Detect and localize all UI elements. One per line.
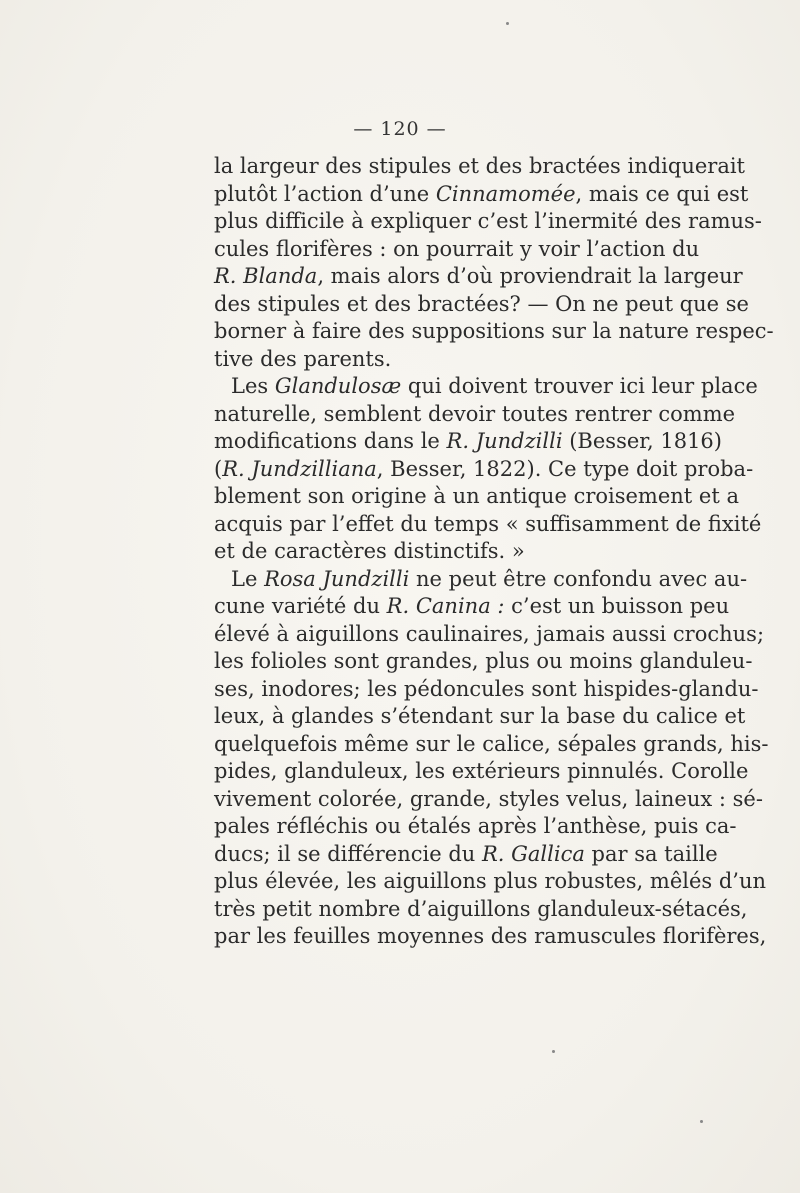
text-segment: vivement colorée, grande, styles velus, laineux : sé- <box>214 786 763 811</box>
text-segment: modifications dans le <box>214 429 447 453</box>
text-line <box>214 317 774 345</box>
ink-speck <box>506 22 509 25</box>
text-segment: ducs; il se différencie du <box>214 841 482 866</box>
text-segment: les folioles sont grandes, plus ou moins glanduleu- <box>214 649 753 673</box>
text-segment: leux, à glandes s’étendant sur la base du calice et <box>214 704 746 728</box>
text-segment: naturelle, semblent devoir toutes rentrer comme <box>214 401 736 426</box>
text-segment: et de caractères distinctifs. » <box>214 539 525 563</box>
italic-term: Glandulosæ <box>274 374 402 398</box>
italic-term: R. Jundzilli <box>446 429 563 453</box>
text-line <box>214 290 749 318</box>
text-line <box>214 757 749 785</box>
text-line <box>214 180 749 208</box>
text-line <box>214 235 700 263</box>
text-segment: blement son origine à un antique croisement et a <box>214 484 739 508</box>
text-line <box>214 427 722 455</box>
text-segment: plus élevée, les aiguillons plus robustes, mêlés d’un <box>214 869 767 893</box>
text-segment: ses, inodores; les pédoncules sont hispides-glandu- <box>214 676 759 701</box>
text-segment: élevé à aiguillons caulinaires, jamais aussi crochus; <box>214 621 765 646</box>
text-line <box>214 537 682 565</box>
text-segment: acquis par l’effet du temps « suffisamment de fixité <box>214 511 762 536</box>
text-line <box>214 840 718 868</box>
text-segment: c’est un buisson peu <box>504 594 730 618</box>
text-segment: , mais ce qui est <box>575 181 749 206</box>
italic-term: R. Jundzilliana <box>222 456 377 481</box>
text-segment: quelquefois même sur le calice, sépales grands, his- <box>214 731 769 756</box>
text-segment: pales réfléchis ou étalés après l’anthèse, puis ca- <box>214 814 737 838</box>
text-segment: , Besser, 1822). Ce type doit proba- <box>376 456 754 481</box>
text-line <box>214 345 682 373</box>
text-line <box>214 620 765 648</box>
text-segment: des stipules et des bractées? — On ne peut que se <box>214 291 749 316</box>
text-line <box>214 262 743 290</box>
text-line <box>214 400 736 428</box>
text-line <box>214 455 754 483</box>
text-line <box>214 510 762 538</box>
text-segment: Le <box>231 566 265 591</box>
text-segment: plus difficile à expliquer c’est l’inermité des ramus- <box>214 209 762 233</box>
text-segment: ne peut être confondu avec au- <box>409 566 748 591</box>
text-segment: par sa taille <box>584 841 718 866</box>
text-line <box>231 565 748 593</box>
ink-speck <box>552 1050 555 1053</box>
text-line <box>214 922 767 950</box>
text-segment: très petit nombre d’aiguillons glanduleux-sétacés, <box>214 896 748 921</box>
italic-term: R. Gallica <box>481 841 585 866</box>
ink-speck <box>700 1120 703 1123</box>
italic-term: Cinnamomée <box>435 181 576 206</box>
italic-term: Rosa Jundzilli <box>264 566 410 591</box>
text-segment: cules florifères : on pourrait y voir l’action du <box>214 236 700 261</box>
text-segment: (Besser, 1816) <box>562 429 722 453</box>
text-line <box>214 895 748 923</box>
text-segment: par les feuilles moyennes des ramuscules florifères, <box>214 924 767 948</box>
text-line <box>214 675 759 703</box>
text-segment: pides, glanduleux, les extérieurs pinnulés. Corolle <box>214 759 749 783</box>
text-line <box>214 867 767 895</box>
text-line <box>214 702 746 730</box>
text-line <box>214 207 762 235</box>
text-line <box>214 592 730 620</box>
italic-term: R. Blanda <box>214 264 318 288</box>
text-segment: , mais alors d’où proviendrait la largeur <box>317 264 743 288</box>
text-line <box>231 372 758 400</box>
text-line <box>214 647 753 675</box>
text-segment: borner à faire des suppositions sur la nature respec- <box>214 319 774 343</box>
text-segment: la largeur des stipules et des bractées indiquerait <box>214 154 745 178</box>
text-segment: cune variété du <box>214 594 387 618</box>
italic-term: R. Canina : <box>386 594 505 618</box>
text-line <box>214 152 745 180</box>
text-line <box>214 785 763 813</box>
text-segment: ( <box>214 456 223 481</box>
text-segment: qui doivent trouver ici leur place <box>401 374 758 398</box>
text-segment: plutôt l’action d’une <box>214 181 436 206</box>
text-line <box>214 482 739 510</box>
page-number: — 120 — <box>353 118 447 140</box>
text-segment: tive des parents. <box>214 346 392 371</box>
text-segment: Les <box>231 374 275 398</box>
text-line <box>214 812 737 840</box>
text-line <box>214 730 769 758</box>
